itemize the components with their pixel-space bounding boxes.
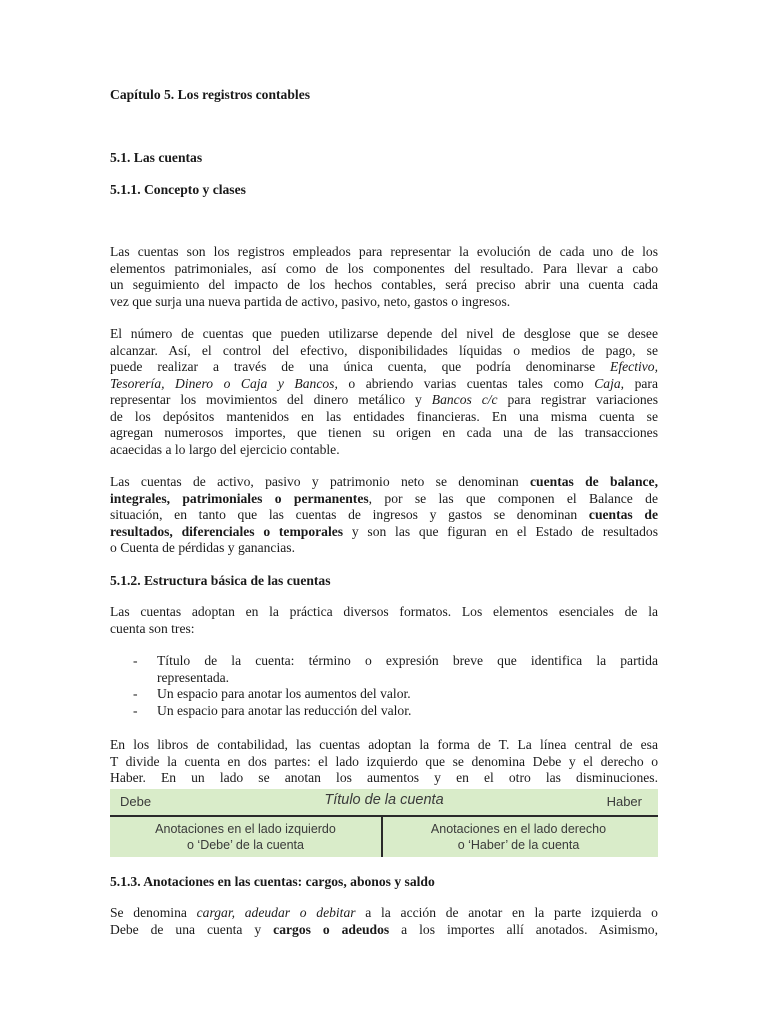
- italic-term: Bancos c/c: [431, 392, 498, 407]
- list-dash: -: [133, 653, 138, 668]
- cell-text: o ‘Haber’ de la cuenta: [457, 838, 580, 852]
- text-line: Tesorería, Dinero o Caja y Bancos, o abriendo varias cuentas tales como Caja, para: [110, 375, 658, 391]
- t-account-debe-label: Debe: [120, 794, 152, 809]
- t-account-left-side: [110, 821, 381, 853]
- cell-text: Anotaciones en el lado derecho: [430, 822, 607, 836]
- bold-term: cuentas de balance,: [530, 474, 658, 489]
- text-line: elementos patrimoniales, así como de los componentes del resultado. Para llevar a cabo: [110, 260, 658, 276]
- text-line: Las cuentas adoptan en la práctica diversos formatos. Los elementos esenciales de la: [110, 604, 658, 619]
- section-heading-5-1: 5.1. Las cuentas: [110, 150, 203, 165]
- list-item: [110, 686, 658, 703]
- list-dash: -: [133, 686, 138, 701]
- text-line: Las cuentas son los registros empleados para representar la evolución de cada uno de los: [110, 244, 658, 259]
- t-account-haber-label: Haber: [606, 794, 642, 809]
- elements-list: [110, 653, 658, 719]
- text-line: integrales, patrimoniales o permanentes, por se las que componen el Balance de: [110, 490, 658, 506]
- text-line: representar los movimientos del dinero metálico y Bancos c/c para registrar variaciones: [110, 392, 659, 407]
- text-line: acaecidas a lo largo del ejercicio contable.: [110, 441, 340, 457]
- t-account-title: Título de la cuenta: [324, 792, 444, 808]
- text-line: un seguimiento del impacto de los hechos contables, será preciso abrir una cuenta cada: [110, 277, 658, 292]
- text-line: resultados, diferenciales o temporales y son las que figuran en el Estado de resultados: [110, 523, 658, 539]
- text-line: Se denomina cargar, adeudar o debitar a la acción de anotar en la parte izquierda o: [110, 905, 658, 920]
- text-line: Debe de una cuenta y cargos o adeudos a los importes allí anotados. Asimismo,: [110, 921, 658, 937]
- bold-term: resultados, diferenciales o temporales: [110, 523, 344, 539]
- italic-term: cargar, adeudar o debitar: [196, 905, 356, 920]
- text-line: vez que surja una nueva partida de activo, pasivo, neto, gastos o ingresos.: [110, 293, 511, 309]
- text-line: cuenta son tres:: [110, 620, 195, 636]
- t-account-horizontal-line: [110, 815, 658, 817]
- t-account-diagram: [110, 789, 658, 857]
- italic-term: Caja: [594, 375, 621, 391]
- list-item: [110, 703, 658, 720]
- t-account-right-side: [383, 821, 654, 853]
- text-line: de los depósitos mantenidos en las entidades financieras. En una misma cuenta se: [110, 408, 658, 424]
- text-line: Haber. En un lado se anotan los aumentos y en el otro las disminuciones.: [110, 770, 658, 785]
- text-line: representada.: [157, 669, 230, 685]
- list-item: [110, 653, 658, 686]
- paragraph-forma-t: [110, 737, 658, 787]
- text-line: agregan numerosos importes, que tienen su origen en cada una de las transacciones: [110, 425, 658, 440]
- bold-term: cargos o adeudos: [273, 921, 390, 937]
- text-line: Un espacio para anotar las reducción del valor.: [157, 702, 412, 718]
- text-line: En los libros de contabilidad, las cuentas adoptan la forma de T. La línea central de esa: [110, 737, 658, 752]
- italic-term: Efectivo,: [610, 359, 658, 374]
- paragraph-concepto: [110, 244, 658, 310]
- text-line: puede realizar a través de una única cuenta, que podría denominarse Efectivo,: [110, 359, 658, 374]
- paragraph-anotaciones: [110, 905, 658, 938]
- bold-term: integrales, patrimoniales o permanentes: [110, 490, 369, 506]
- list-dash: -: [133, 702, 138, 718]
- italic-term: Tesorería, Dinero o Caja y Bancos,: [110, 375, 338, 391]
- text-line: El número de cuentas que pueden utilizarse depende del nivel de desglose que se desee: [110, 326, 658, 341]
- text-line: situación, en tanto que las cuentas de ingresos y gastos se denominan cuentas de: [110, 507, 659, 522]
- bold-term: cuentas de: [588, 507, 659, 522]
- section-heading-5-1-3: 5.1.3. Anotaciones en las cuentas: cargos, abonos y saldo: [110, 874, 435, 889]
- section-heading-5-1-2: 5.1.2. Estructura básica de las cuentas: [110, 573, 331, 588]
- t-account-header: [110, 789, 658, 815]
- text-line: Un espacio para anotar los aumentos del valor.: [157, 686, 411, 701]
- section-heading-5-1-1: 5.1.1. Concepto y clases: [110, 182, 246, 197]
- paragraph-clases-cuentas: [110, 474, 658, 557]
- text-line: o Cuenta de pérdidas y ganancias.: [110, 540, 295, 555]
- cell-text: o ‘Debe’ de la cuenta: [187, 838, 304, 852]
- text-line: T divide la cuenta en dos partes: el lado izquierdo que se denomina Debe y el derecho o: [110, 753, 658, 769]
- text-line: Las cuentas de activo, pasivo y patrimonio neto se denominan cuentas de balance,: [110, 474, 658, 489]
- chapter-title: Capítulo 5. Los registros contables: [110, 87, 311, 102]
- cell-text: Anotaciones en el lado izquierdo: [155, 822, 336, 836]
- text-line: Título de la cuenta: término o expresión breve que identifica la partida: [157, 653, 658, 668]
- paragraph-numero-cuentas: [110, 326, 658, 458]
- text-line: alcanzar. Así, el control del efectivo, disponibilidades líquidas o medios de pago, se: [110, 342, 658, 358]
- paragraph-estructura: [110, 604, 658, 637]
